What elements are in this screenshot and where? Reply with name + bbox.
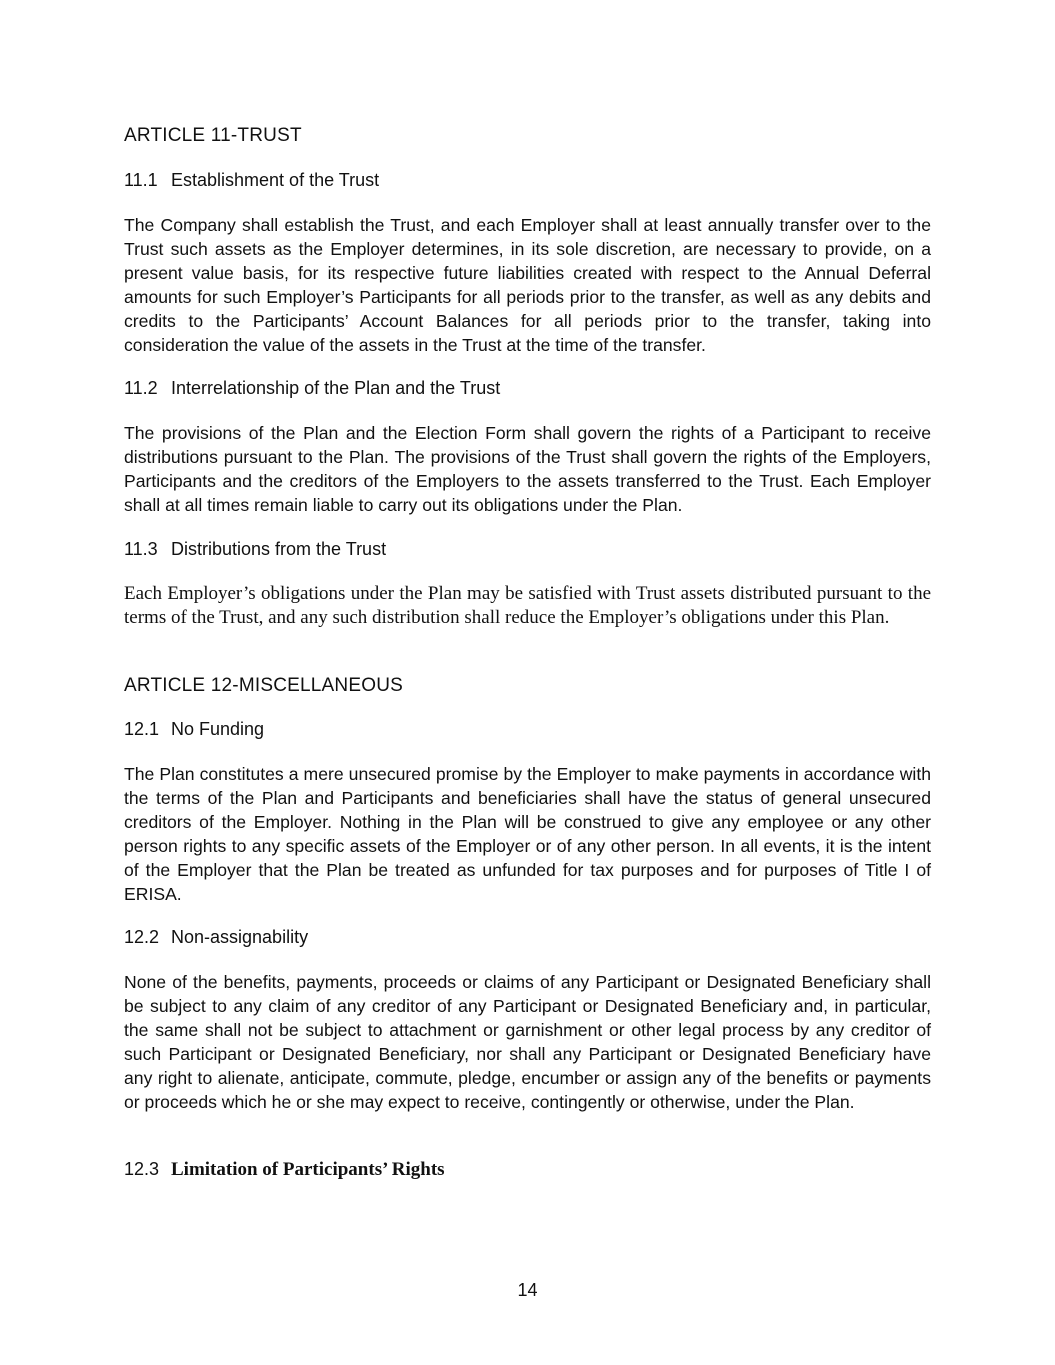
section-12-1-heading [124,719,264,740]
section-number: 12.3 [124,1159,160,1179]
section-title: Establishment of the Trust [171,170,380,190]
section-11-3-heading [124,539,386,560]
section-number: 11.1 [124,170,158,190]
section-number: 12.2 [124,927,160,947]
section-12-2-paragraph: None of the benefits, payments, proceeds or claims of any Participant or Designated Beneficiary shall be subject to any claim of any creditor of any Participant or Designated Beneficiary and, in particular, the same shall not be subject to attachment or garnishment or other legal process by any creditor of such Participant or Designated Beneficiary, nor shall any Participant or Designated Beneficiary have any right to alienate, anticipate, commute, pledge, encumber or assign any of the benefits or payments or proceeds which he or she may expect to receive, contingently or otherwise, under the Plan. [124,972,931,1112]
section-11-2-paragraph: The provisions of the Plan and the Election Form shall govern the rights of a Participant to receive distributions pursuant to the Plan. The provisions of the Trust shall govern the rights of the Employers, Participants and the creditors of the Employers to the assets transferred to the Trust. Each Employer shall at all times remain liable to carry out its obligations under the Plan. [124,423,931,515]
section-11-2-heading [124,378,500,399]
section-11-1-heading [124,170,379,191]
section-number: 11.2 [124,378,158,398]
section-12-2-heading [124,927,308,948]
section-11-3-paragraph: Each Employer’s obligations under the Plan may be satisfied with Trust assets distributed pursuant to the terms of the Trust, and any such distribution shall reduce the Employer’s obligations under this Plan. [124,583,931,628]
article-12-heading: ARTICLE 12-MISCELLANEOUS [124,675,403,696]
section-number: 11.3 [124,539,158,559]
section-11-1-paragraph: The Company shall establish the Trust, and each Employer shall at least annually transfer over to the Trust such assets as the Employer determines, in its sole discretion, are necessary to provide, on a present value basis, for its respective future liabilities created with respect to the Annual Deferral amounts for such Employer’s Participants for all periods prior to the transfer, as well as any debits and credits to the Participants’ Account Balances for all periods prior to the transfer, taking into consideration the value of the assets in the Trust at the time of the transfer. [124,215,931,355]
article-11-heading: ARTICLE 11-TRUST [124,125,302,146]
section-title: Limitation of Participants’ Rights [171,1159,445,1180]
section-title: Distributions from the Trust [171,539,387,559]
section-number: 12.1 [124,719,160,739]
section-title: Non-assignability [171,927,309,947]
section-12-3-heading [124,1159,445,1181]
page-number: 14 [517,1280,538,1300]
section-title: No Funding [171,719,265,739]
section-title: Interrelationship of the Plan and the Trust [171,378,501,398]
section-12-1-paragraph: The Plan constitutes a mere unsecured promise by the Employer to make payments in accordance with the terms of the Plan and Participants and beneficiaries shall have the status of general unsecured creditors of the Employer. Nothing in the Plan will be construed to give any employee or any other person rights to any specific assets of the Employer or of any other person. In all events, it is the intent of the Employer that the Plan be treated as unfunded for tax purposes and for purposes of Title I of ERISA. [124,764,931,904]
